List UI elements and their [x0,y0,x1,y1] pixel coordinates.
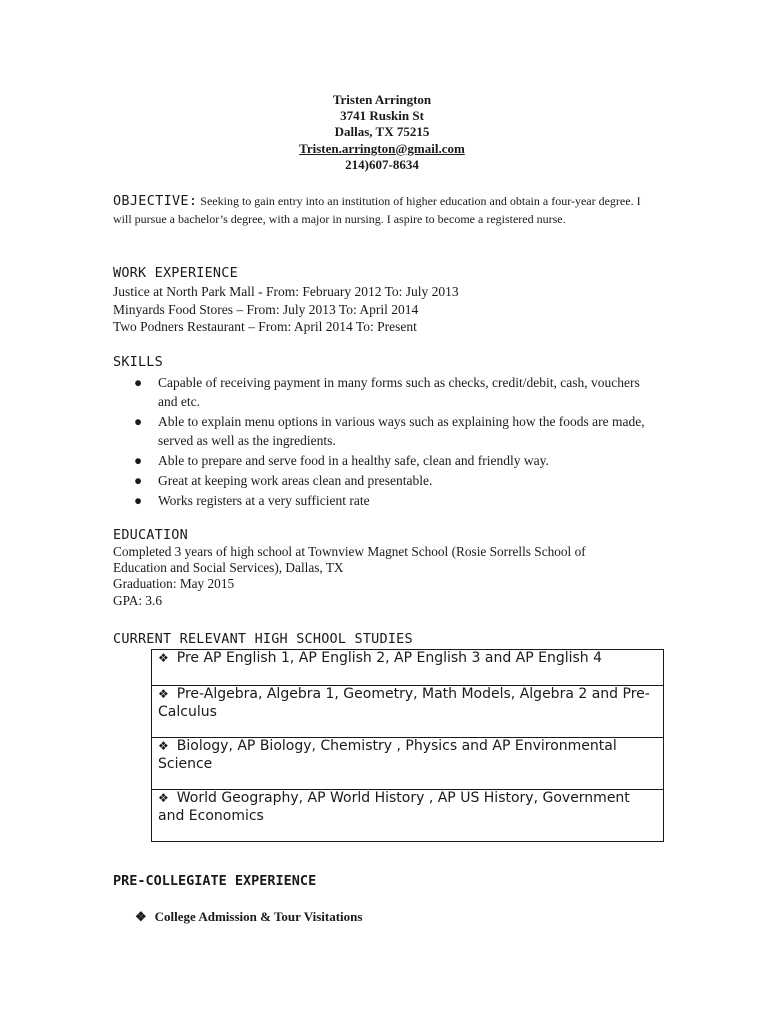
skill-item [133,373,653,411]
contact-street: 3741 Ruskin St [340,108,424,124]
studies-text: Pre-Algebra, Algebra 1, Geometry, Math Models, Algebra 2 and Pre-Calculus [158,686,650,720]
work-list [113,283,459,336]
table-row [152,650,664,686]
table-cell [152,790,664,842]
education-line: Completed 3 years of high school at Townview Magnet School (Rosie Sorrells School of Education and Social Services), Dallas, TX [113,544,586,576]
skill-text: Great at keeping work areas clean and presentable. [158,473,433,488]
table-row [152,738,664,790]
contact-city: Dallas, TX 75215 [334,124,430,140]
bullet-icon: ● [134,493,143,508]
table-row [152,686,664,738]
studies-text: Biology, AP Biology, Chemistry , Physics and AP Environmental Science [158,738,617,772]
skills-heading: SKILLS [113,354,163,370]
work-item: Minyards Food Stores – From: July 2013 To: April 2014 [113,301,419,317]
objective-label: OBJECTIVE: [113,193,198,209]
bullet-icon: ● [134,414,143,429]
objective-text: Seeking to gain entry into an institution of higher education and obtain a four-year degree. I will pursue a bachelor’s degree, with a major in nursing. I aspire to become a registered nurse. [113,194,641,226]
contact-name: Tristen Arrington [332,92,432,107]
bullet-icon: ● [134,453,143,468]
work-heading: WORK EXPERIENCE [113,265,238,281]
diamond-bullet-icon: ❖ [158,687,169,701]
skill-text: Able to explain menu options in various ways such as explaining how the foods are made, served as well as the ingredients. [158,414,645,448]
diamond-bullet-icon: ❖ [158,791,169,805]
table-row [152,790,664,842]
diamond-bullet-icon: ❖ [135,909,147,924]
contact-email[interactable]: Tristen.arrington@gmail.com [299,140,465,156]
education-line: GPA: 3.6 [113,592,163,608]
table-cell [152,686,664,738]
table-cell [152,650,664,686]
contact-block [0,92,764,173]
skill-item [133,451,653,470]
table-cell [152,738,664,790]
bullet-icon: ● [134,375,143,390]
skill-text: Works registers at a very sufficient rate [158,493,370,508]
skill-text: Capable of receiving payment in many forms such as checks, credit/debit, cash, vouchers and etc. [158,375,640,409]
skill-item [133,471,653,490]
education-block [113,544,633,609]
bullet-icon: ● [134,473,143,488]
diamond-bullet-icon: ❖ [158,651,169,665]
precollegiate-heading: PRE-COLLEGIATE EXPERIENCE [113,873,317,889]
skill-text: Able to prepare and serve food in a healthy safe, clean and friendly way. [158,453,549,468]
studies-text: World Geography, AP World History , AP US History, Government and Economics [158,790,630,824]
work-item: Two Podners Restaurant – From: April 2014 To: Present [113,319,417,334]
skill-item [133,412,653,450]
studies-text: Pre AP English 1, AP English 2, AP English 3 and AP English 4 [176,650,603,666]
education-line: Graduation: May 2015 [113,576,235,592]
education-heading: EDUCATION [113,527,188,543]
precollegiate-text: College Admission & Tour Visitations [154,909,363,924]
skill-item [133,491,653,510]
skills-list [133,373,653,511]
studies-table [151,649,664,842]
work-item: Justice at North Park Mall - From: February 2012 To: July 2013 [113,284,459,299]
objective-section [113,193,643,228]
diamond-bullet-icon: ❖ [158,739,169,753]
contact-phone: 214)607-8634 [345,156,419,172]
precollegiate-item [135,909,362,925]
studies-heading: CURRENT RELEVANT HIGH SCHOOL STUDIES [113,631,413,647]
